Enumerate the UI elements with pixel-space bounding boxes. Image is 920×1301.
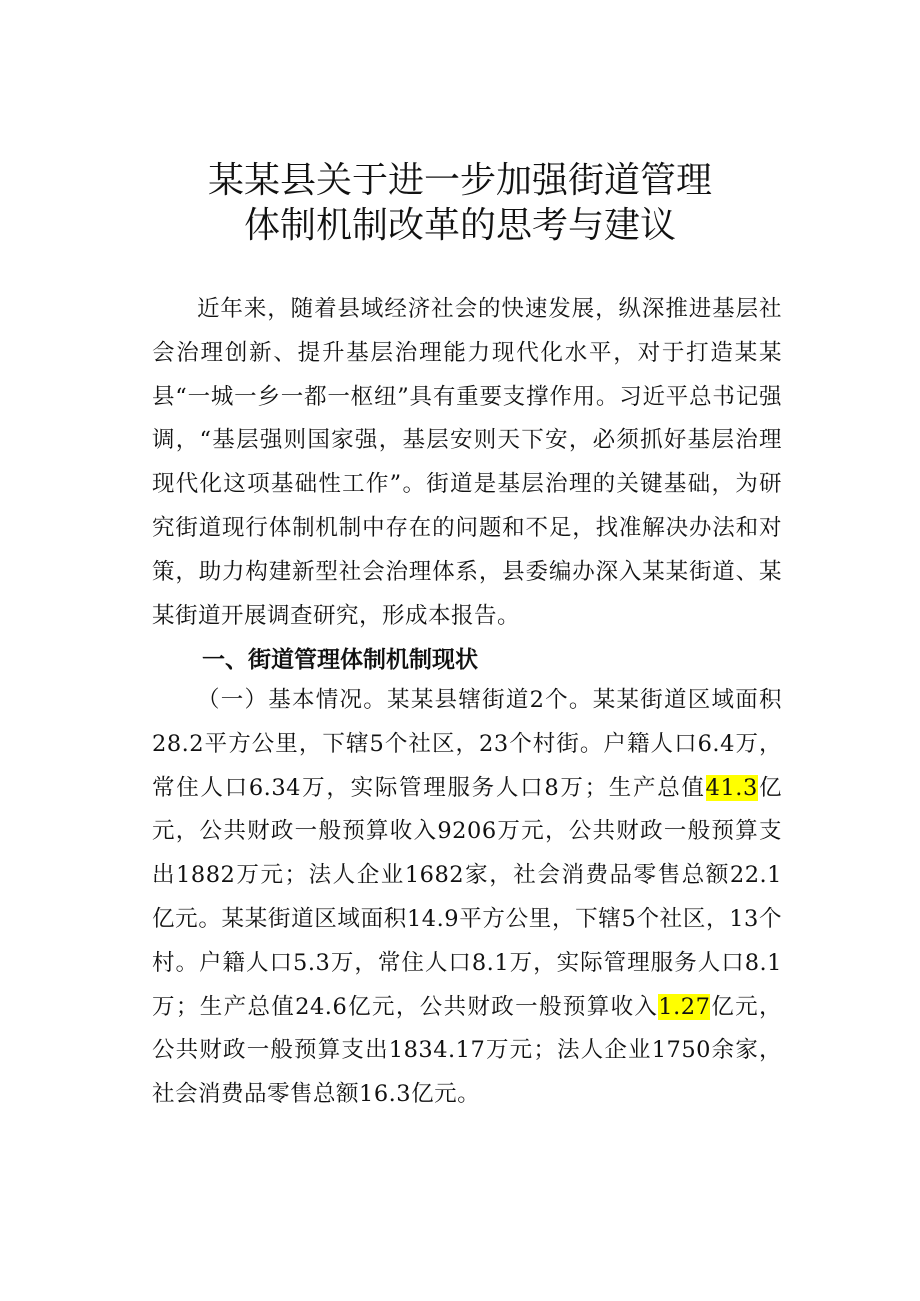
basic-info-text-1: （一）基本情况。某某县辖街道2个。某某街道区域面积28.2平方公里，下辖5个社区，23个村街。户籍人口6.4万，常住人口6.34万，实际管理服务人口8万；生产总值 [152, 687, 782, 801]
document-title-line-2: 体制机制改革的思考与建议 [243, 205, 676, 246]
section-heading-1: 一、街道管理体制机制现状 [202, 647, 478, 673]
basic-info-text-2: 亿元，公共财政一般预算收入9206万元，公共财政一般预算支出1882万元；法人企业1682家，社会消费品零售总额22.1亿元。某某街道区域面积14.9平方公里，下辖5个社区，13个村。户籍人口5.3万，常住人口8.1万，实际管理服务人口8.1万；生产总值24.6亿元，公共财政一般预算收入 [152, 774, 782, 1020]
basic-info-paragraph [152, 679, 782, 1117]
document-title-line-1: 某某县关于进一步加强街道管理 [207, 160, 712, 201]
highlighted-gdp-value: 41.3 [705, 774, 758, 801]
intro-paragraph: 近年来，随着县域经济社会的快速发展，纵深推进基层社会治理创新、提升基层治理能力现代化水平，对于打造某某县“一城一乡一都一枢纽”具有重要支撑作用。习近平总书记强调，“基层强则国家强，基层安则天下安，必须抓好基层治理现代化这项基础性工作”。街道是基层治理的关键基础，为研究街道现行体制机制中存在的问题和不足，找准解决办法和对策，助力构建新型社会治理体系，县委编办深入某某街道、某某街道开展调查研究，形成本报告。 [152, 296, 782, 629]
highlighted-revenue-value: 1.27 [658, 993, 711, 1020]
basic-info-text-3: 亿元，公共财政一般预算支出1834.17万元；法人企业1750余家，社会消费品零售总额16.3亿元。 [152, 993, 782, 1108]
